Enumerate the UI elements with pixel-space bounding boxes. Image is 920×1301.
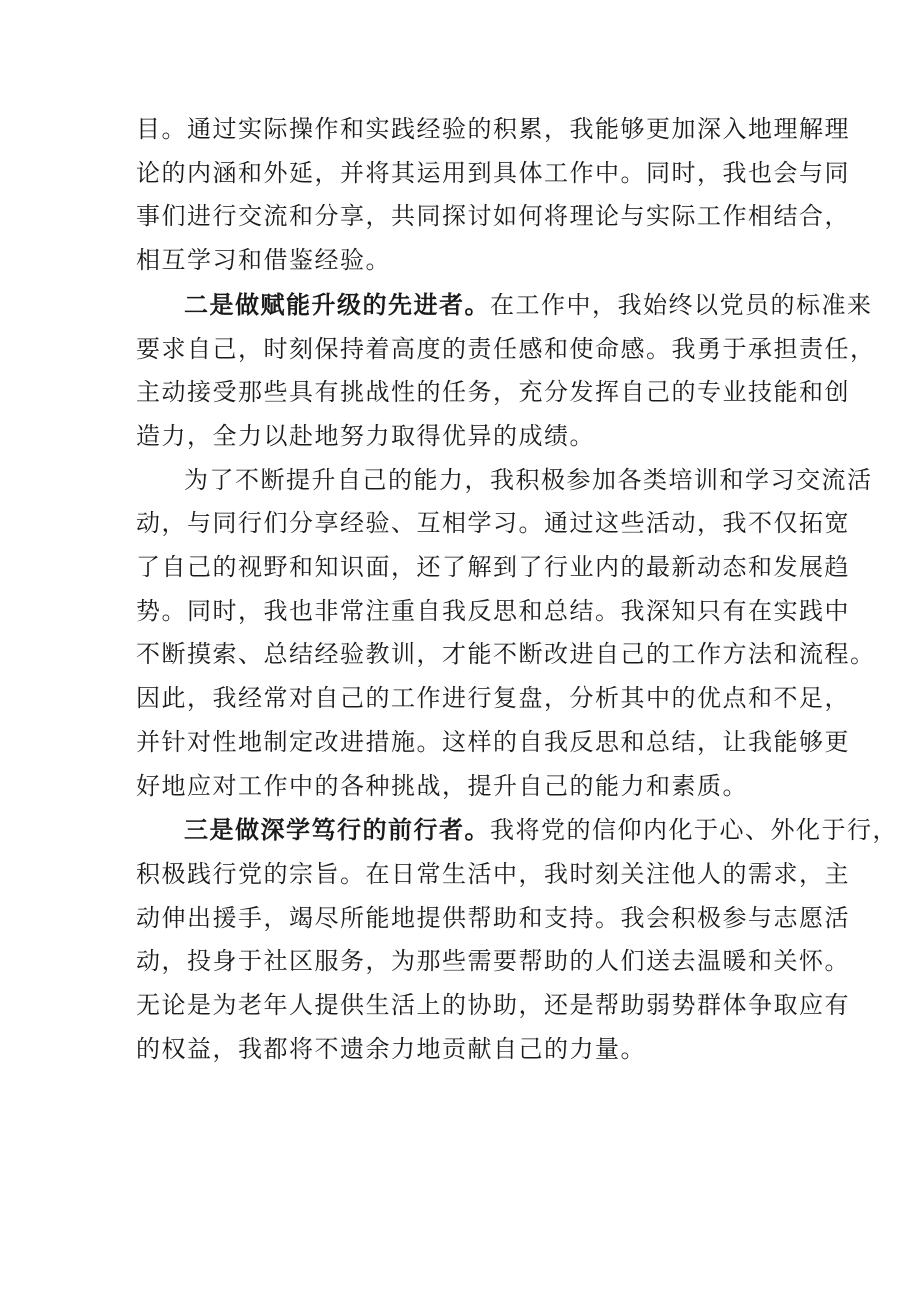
- text-line: 论的内涵和外延，并将其运用到具体工作中。同时，我也会与同: [136, 158, 850, 187]
- document-body: [136, 108, 898, 1071]
- text-line: 动，投身于社区服务，为那些需要帮助的人们送去温暖和关怀。: [136, 947, 850, 976]
- text-line: 不断摸索、总结经验教训，才能不断改进自己的工作方法和流程。: [136, 640, 876, 669]
- text-line: [136, 283, 873, 328]
- paragraph-2: [136, 283, 876, 459]
- text-fragment: 在工作中，我始终以党员的标准来: [490, 290, 873, 319]
- text-line: 无论是为老年人提供生活上的协助，还是帮助弱势群体争取应有: [136, 991, 850, 1020]
- text-line: 了自己的视野和知识面，还了解到了行业内的最新动态和发展趋: [136, 553, 850, 582]
- text-fragment: 我将党的信仰内化于心、外化于行，: [490, 816, 898, 845]
- paragraph-1: [136, 108, 850, 283]
- text-line: 动伸出援手，竭尽所能地提供帮助和支持。我会积极参与志愿活: [136, 903, 850, 932]
- text-line: 的权益，我都将不遗余力地贡献自己的力量。: [136, 1034, 646, 1063]
- text-line: 积极践行党的宗旨。在日常生活中，我时刻关注他人的需求，主: [136, 859, 850, 888]
- text-line: 要求自己，时刻保持着高度的责任感和使命感。我勇于承担责任，: [136, 334, 876, 363]
- paragraph-4: [136, 808, 898, 1071]
- section-heading: 二是做赋能升级的先进者。: [184, 289, 490, 319]
- text-line: 为了不断提升自己的能力，我积极参加各类培训和学习交流活: [184, 465, 873, 494]
- text-line: 动，与同行们分享经验、互相学习。通过这些活动，我不仅拓宽: [136, 509, 850, 538]
- text-line: 造力，全力以赴地努力取得优异的成绩。: [136, 421, 595, 450]
- text-line: 主动接受那些具有挑战性的任务，充分发挥自己的专业技能和创: [136, 378, 850, 407]
- text-line: 事们进行交流和分享，共同探讨如何将理论与实际工作相结合，: [136, 202, 850, 231]
- text-line: 并针对性地制定改进措施。这样的自我反思和总结，让我能够更: [136, 727, 850, 756]
- text-line: 好地应对工作中的各种挑战，提升自己的能力和素质。: [136, 771, 748, 800]
- text-line: 目。通过实际操作和实践经验的积累，我能够更加深入地理解理: [136, 115, 850, 143]
- text-line: 因此，我经常对自己的工作进行复盘，分析其中的优点和不足，: [136, 684, 850, 713]
- paragraph-3: [136, 459, 876, 809]
- text-line: [136, 808, 898, 853]
- text-line: 相互学习和借鉴经验。: [136, 246, 391, 275]
- section-heading: 三是做深学笃行的前行者。: [184, 815, 490, 845]
- text-line: 势。同时，我也非常注重自我反思和总结。我深知只有在实践中: [136, 596, 850, 625]
